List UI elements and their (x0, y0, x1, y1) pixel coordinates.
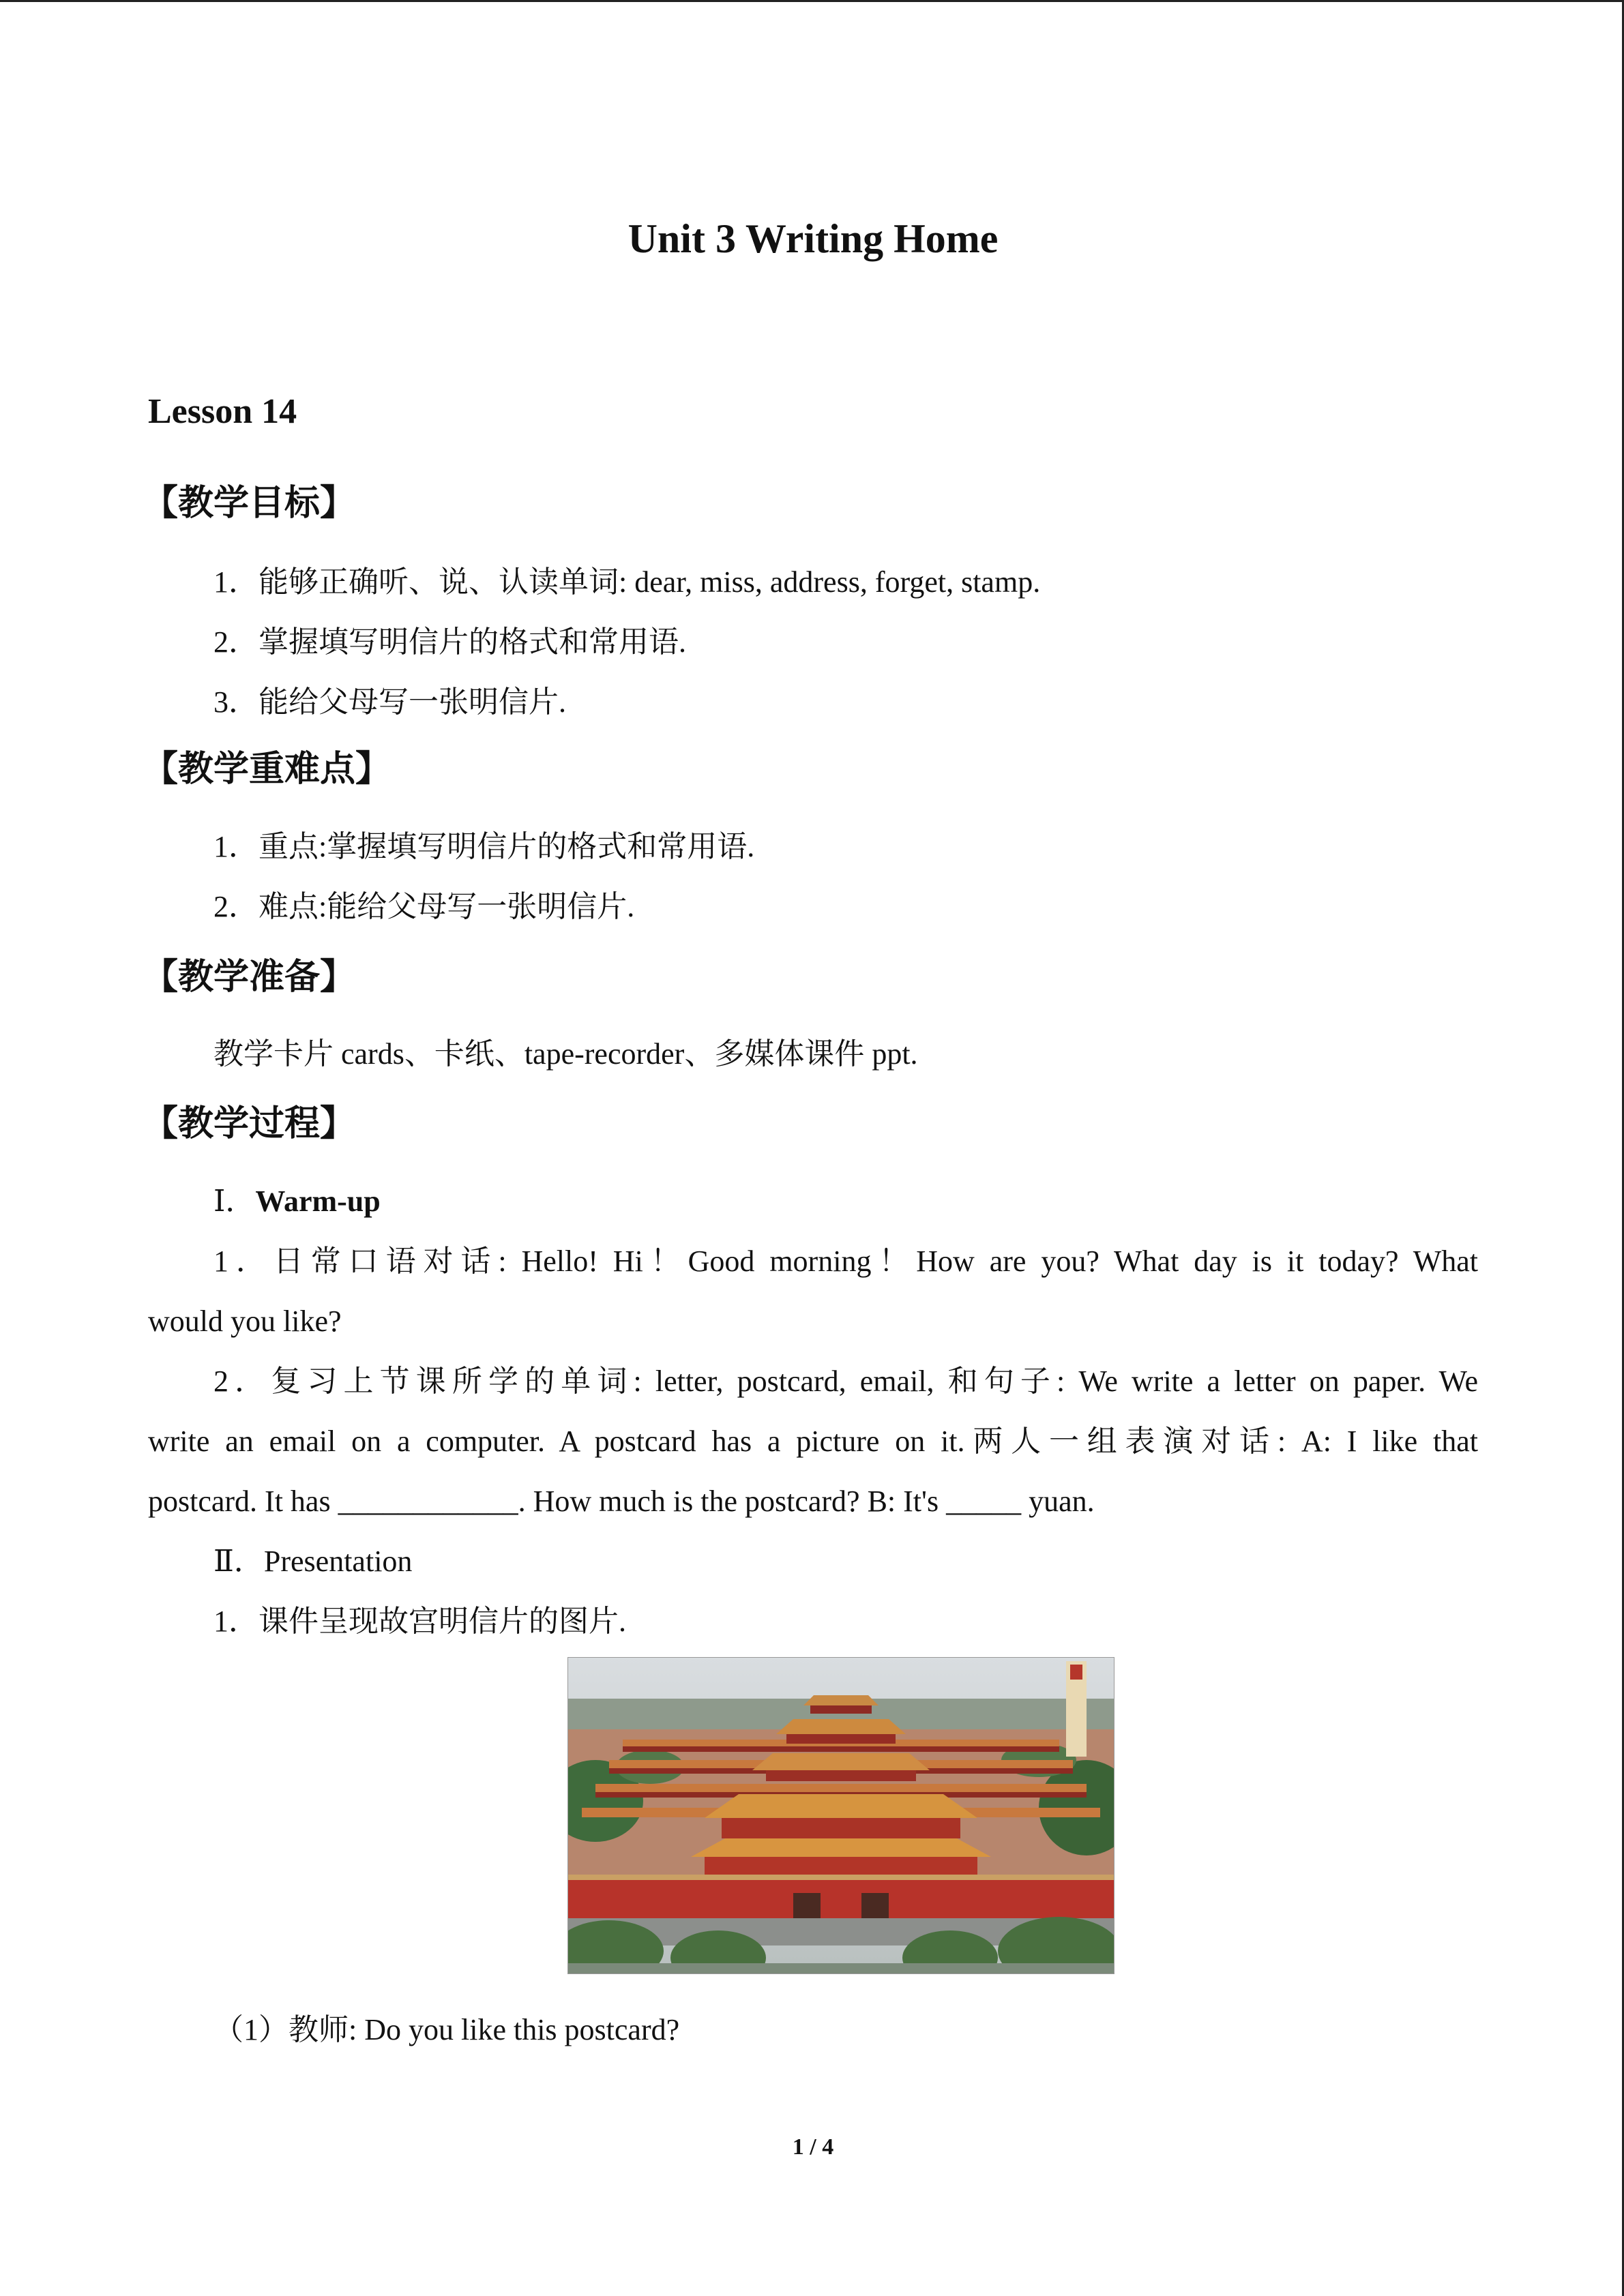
warmup-item1-line1: 1．日常口语对话: Hello! Hi！Good morning！How are you? What day is it today? What (213, 1244, 1478, 1278)
section-objectives: 【教学目标】 (143, 483, 356, 524)
presentation-heading: Ⅱ．Presentation (213, 1545, 413, 1578)
section-keypoints: 【教学重难点】 (143, 749, 392, 790)
preparation-text: 教学卡片 cards、卡纸、tape-recorder、多媒体课件 ppt. (213, 1037, 918, 1071)
objective-1: 1．能够正确听、说、认读单词: dear, miss, address, forget, stamp. (213, 565, 1041, 599)
page-number: 1 / 4 (792, 2134, 834, 2160)
warmup-label: Warm-up (255, 1184, 381, 1218)
document-title: Unit 3 Writing Home (628, 216, 999, 261)
warmup-item2-line3: postcard. It has ____________. How much is the postcard? B: It's _____ yuan. (148, 1485, 1095, 1518)
lesson-heading: Lesson 14 (148, 392, 297, 431)
warmup-number: Ⅰ． (213, 1184, 256, 1218)
teacher-question: （1）教师: Do you like this postcard? (213, 2013, 680, 2046)
keypoint-1: 1．重点:掌握填写明信片的格式和常用语. (213, 830, 755, 863)
section-process: 【教学过程】 (143, 1103, 356, 1144)
warmup-heading (213, 1172, 381, 1232)
objective-3: 3．能给父母写一张明信片. (213, 685, 566, 719)
warmup-item2-line2: write an email on a computer. A postcard has a picture on it.两人一组表演对话: A: I like that (148, 1425, 1478, 1458)
warmup-item1-line2: would you like? (148, 1304, 342, 1338)
presentation-item1: 1．课件呈现故宫明信片的图片. (213, 1605, 626, 1638)
objective-2: 2．掌握填写明信片的格式和常用语. (213, 625, 686, 659)
section-preparation: 【教学准备】 (143, 957, 356, 998)
warmup-item2-line1: 2．复习上节课所学的单词: letter, postcard, email, 和句子: We write a letter on paper. We (213, 1365, 1478, 1398)
document-page (143, 0, 1478, 2296)
forbidden-city-postcard-image (567, 1657, 1114, 1974)
keypoint-2: 2．难点:能给父母写一张明信片. (213, 890, 635, 923)
